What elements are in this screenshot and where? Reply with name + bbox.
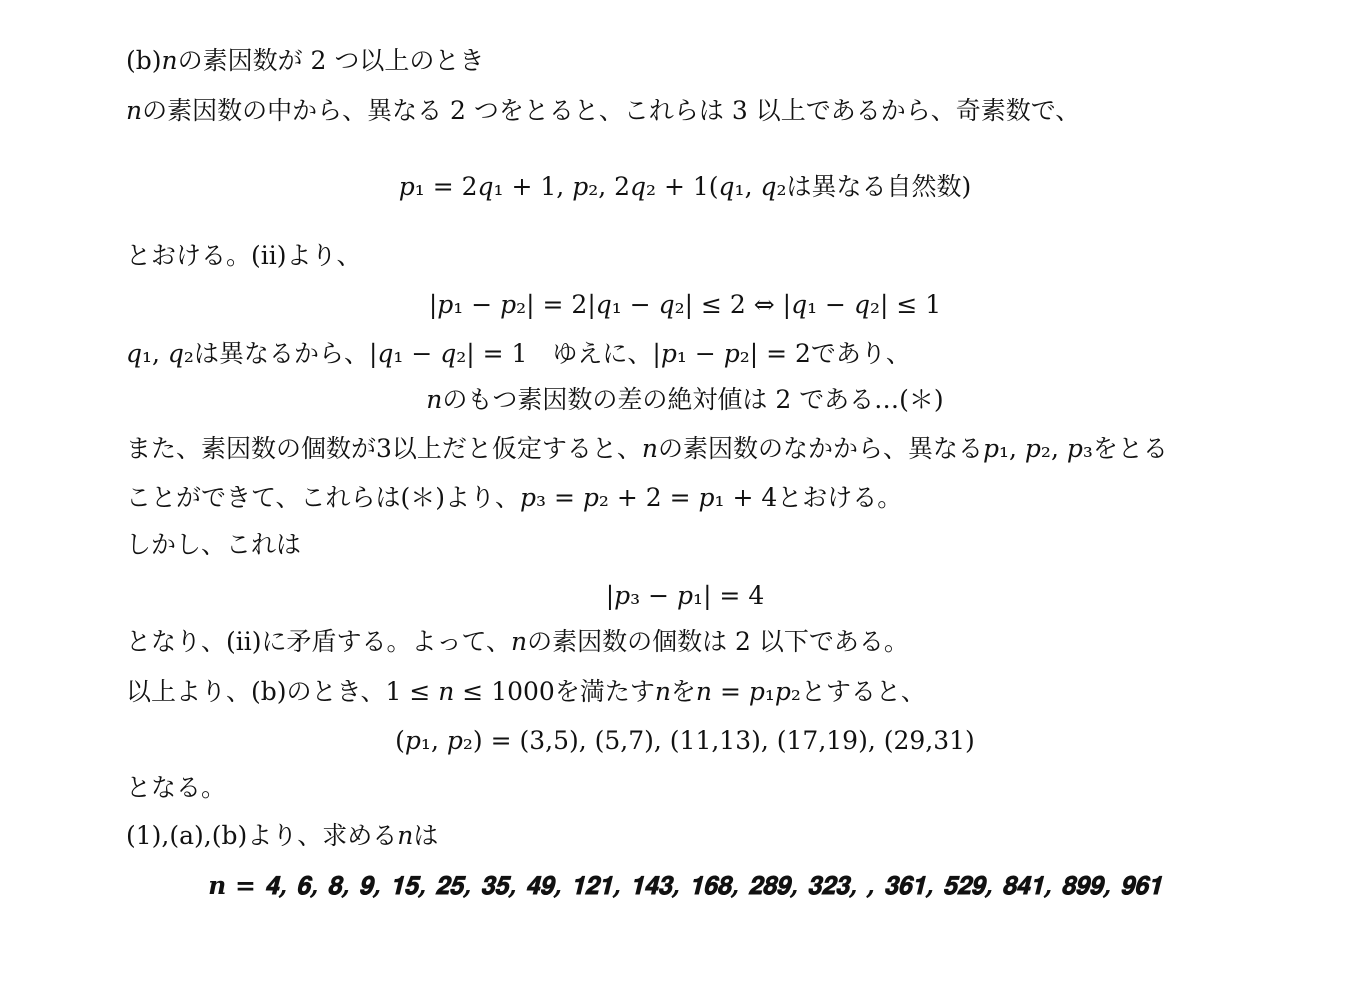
paragraph-text: (1),(a),(b)より、求める𝑛は xyxy=(126,821,439,850)
paragraph-text: となる。 xyxy=(126,773,227,802)
paragraph-text: 𝑞₁, 𝑞₂は異なるから、|𝑞₁ − 𝑞₂| = 1 ゆえに、|𝑝₁ − 𝑝₂| = 2であり、 xyxy=(126,339,911,368)
equation-p3-p1: |𝑝₃ − 𝑝₁| = 4 xyxy=(605,581,765,610)
paragraph-text: とおける。(ⅱ)より、 xyxy=(126,241,362,270)
equation-pairs: (𝑝₁, 𝑝₂) = (3,5), (5,7), (11,13), (17,19), (29,31) xyxy=(395,726,975,755)
equation-inequality: |𝑝₁ − 𝑝₂| = 2|𝑞₁ − 𝑞₂| ≤ 2 ⇔ |𝑞₁ − 𝑞₂| ≤ 1 xyxy=(428,290,942,319)
paragraph-text: しかし、これは xyxy=(126,530,302,559)
final-answer: 𝒏 = 𝟒, 𝟔, 𝟖, 𝟗, 𝟏𝟓, 𝟐𝟓, 𝟑𝟓, 𝟒𝟗, 𝟏𝟐𝟏, 𝟏𝟒𝟑, 𝟏𝟔𝟖, 𝟐𝟖𝟗, 𝟑𝟐𝟑, , 𝟑𝟔𝟏, 𝟓𝟐𝟗, 𝟖𝟒𝟏, 𝟖𝟗𝟗, 𝟗𝟔𝟏 xyxy=(208,871,1162,900)
paragraph-text: また、素因数の個数が3以上だと仮定すると、𝑛の素因数のなかから、異なる𝑝₁, 𝑝₂, 𝑝₃をとる xyxy=(126,434,1168,463)
paragraph-text: 𝑛の素因数の中から、異なる 2 つをとると、これらは 3 以上であるから、奇素数で、 xyxy=(126,96,1081,125)
paragraph-text: 以上より、(b)のとき、1 ≤ 𝑛 ≤ 1000を満たす𝑛を𝑛 = 𝑝₁𝑝₂とすると、 xyxy=(126,677,926,706)
paragraph-text: となり、(ⅱ)に矛盾する。よって、𝑛の素因数の個数は 2 以下である。 xyxy=(126,627,909,656)
equation-p1-p2: 𝑝₁ = 2𝑞₁ + 1, 𝑝₂, 2𝑞₂ + 1(𝑞₁, 𝑞₂は異なる自然数) xyxy=(398,172,972,201)
statement-star: 𝑛のもつ素因数の差の絶対値は 2 である…(＊) xyxy=(426,385,944,414)
case-b-heading: (b)𝑛の素因数が 2 つ以上のとき xyxy=(126,46,485,75)
paragraph-text: ことができて、これらは(＊)より、𝑝₃ = 𝑝₂ + 2 = 𝑝₁ + 4とおける。 xyxy=(126,483,903,512)
